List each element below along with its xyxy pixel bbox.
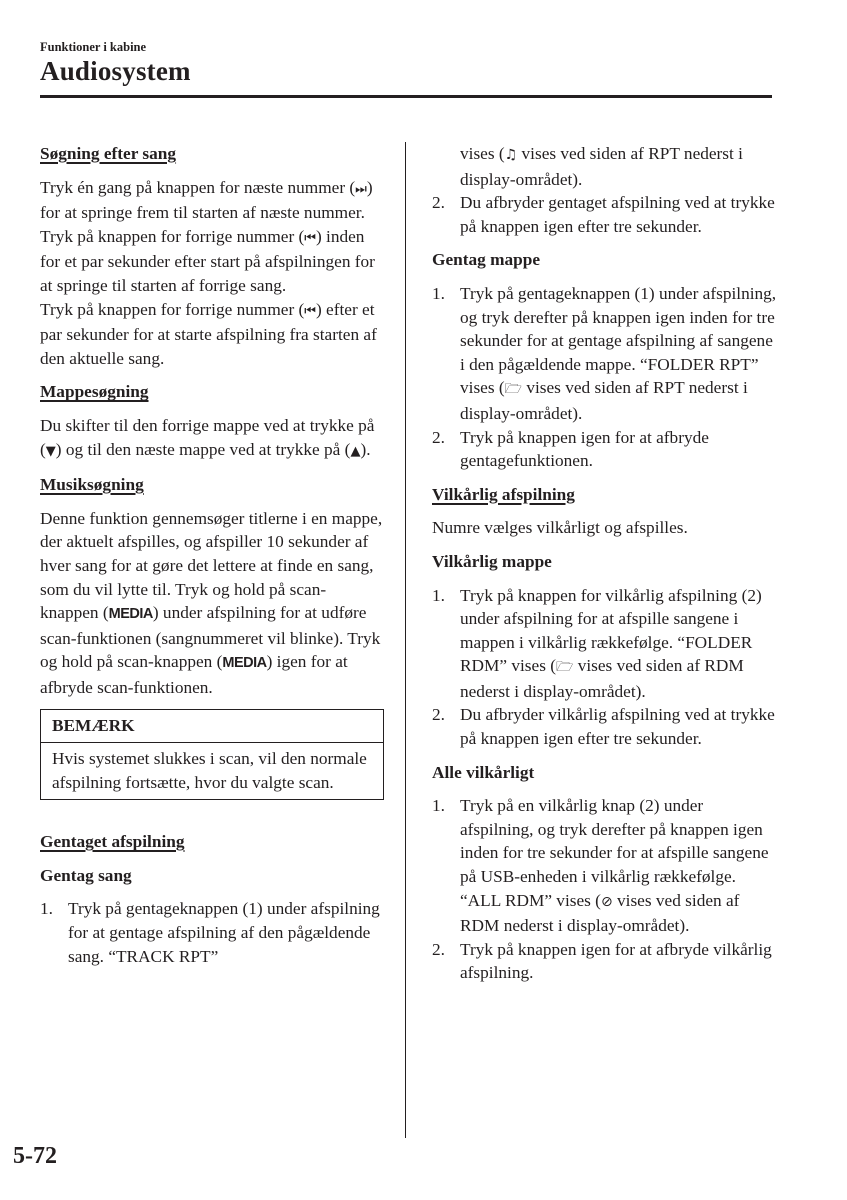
media-button-icon: MEDIA	[108, 606, 153, 623]
next-track-icon: ⏭	[355, 181, 367, 197]
column-divider	[405, 142, 406, 1138]
left-column	[40, 142, 384, 968]
title-rule	[40, 95, 772, 98]
right-column	[432, 142, 777, 985]
heading-repeat-folder: Gentag mappe	[432, 250, 541, 270]
list-item: 2. Du afbryder vilkårlig afspilning ved at trykke på knappen igen efter tre sekunder.	[432, 705, 775, 749]
heading-random-playback: Vilkårlig afspilning	[432, 484, 575, 504]
media-button-icon: MEDIA	[222, 655, 267, 672]
folder-icon: 🗁	[504, 381, 523, 398]
down-arrow-icon: ▼	[45, 443, 56, 459]
note-box	[40, 709, 384, 800]
song-search-paragraph-2: Tryk på knappen for forrige nummer (⏮) inden for et par sekunder efter start på afspilningen for at springe til starten af forrige sang.	[40, 226, 375, 295]
list-item: 2. Du afbryder gentaget afspilning ved at trykke på knappen igen efter tre sekunder.	[432, 193, 775, 236]
disc-icon: ⊘	[600, 893, 613, 910]
previous-track-icon: ⏮	[304, 230, 316, 246]
heading-random-folder: Vilkårlig mappe	[432, 551, 552, 571]
note-heading: BEMÆRK	[41, 710, 383, 743]
list-item-continued: vises (♫ vises ved siden af RPT nederst i display-området).	[460, 144, 743, 189]
list-item: 2. Tryk på knappen igen for at afbryde vilkårlig afspilning.	[432, 939, 772, 983]
music-search-paragraph: Denne funktion gennemsøger titlerne i en mappe, der aktuelt afspilles, og afspiller 10 sekunder af hver sang for at gøre det lettere at finde en sang, som du vil lytte til. Tryk og hold på scan-knappen (MEDIA) under afspilning for at udføre scan-funktionen (sangnummeret vil blinke). Tryk og hold på scan-knappen (MEDIA) igen for at afbryde scan-funktionen.	[40, 508, 383, 697]
heading-song-search: Søgning efter sang	[40, 144, 177, 163]
music-note-icon: ♫	[504, 147, 518, 163]
section-label: Funktioner i kabine	[40, 40, 147, 54]
song-search-paragraph-1: Tryk én gang på knappen for næste nummer (⏭) for at springe frem til starten af næste nummer.	[40, 177, 373, 223]
page-number: 5-72	[13, 1143, 57, 1169]
heading-folder-search: Mappesøgning	[40, 382, 149, 402]
up-arrow-icon: ▲	[350, 443, 361, 459]
note-text: Hvis systemet slukkes i scan, vil den normale afspilning fortsætte, hvor du valgte scan.	[52, 749, 367, 792]
list-item: 2. Tryk på knappen igen for at afbryde gentagefunktionen.	[432, 427, 709, 471]
list-item: 1. Tryk på en vilkårlig knap (2) under afspilning, og tryk derefter på knappen igen inden for tre sekunder for at afspille sangene på USB-enheden i vilkårlig rækkefølge. “ALL RDM” vises (⊘ vises ved siden af RDM nederst i display-området).	[432, 796, 769, 936]
folder-search-paragraph: Du skifter til den forrige mappe ved at trykke på (▼) og til den næste mappe ved at trykke på (▲).	[40, 415, 375, 459]
list-item: 1. Tryk på knappen for vilkårlig afspilning (2) under afspilning for at afspille sangene i mappen i vilkårlig rækkefølge. “FOLDER RDM” vises (🗁 vises ved siden af RDM nederst i display-området).	[432, 585, 762, 701]
list-item: 1. Tryk på gentageknappen (1) under afspilning for at gentage afspilning af den pågældende sang. “TRACK RPT”	[40, 899, 380, 966]
previous-track-icon: ⏮	[304, 303, 316, 319]
heading-repeat-song: Gentag sang	[40, 865, 132, 885]
song-search-paragraph-3: Tryk på knappen for forrige nummer (⏮) efter et par sekunder for at starte afspilning fra starten af den aktuelle sang.	[40, 299, 377, 368]
folder-icon: 🗁	[556, 659, 574, 676]
heading-repeat-playback: Gentaget afspilning	[40, 832, 185, 852]
heading-all-random: Alle vilkårligt	[432, 762, 535, 782]
page-title: Audiosystem	[40, 56, 191, 86]
list-item: 1. Tryk på gentageknappen (1) under afspilning, og tryk derefter på knappen igen inden for tre sekunder for at gentage afspilning af sangene i den pågældende mappe. “FOLDER RPT” vises (🗁 vises ved siden af RPT nederst i display-området).	[432, 283, 777, 423]
heading-music-search: Musiksøgning	[40, 475, 144, 495]
random-playback-text: Numre vælges vilkårligt og afspilles.	[432, 518, 688, 538]
